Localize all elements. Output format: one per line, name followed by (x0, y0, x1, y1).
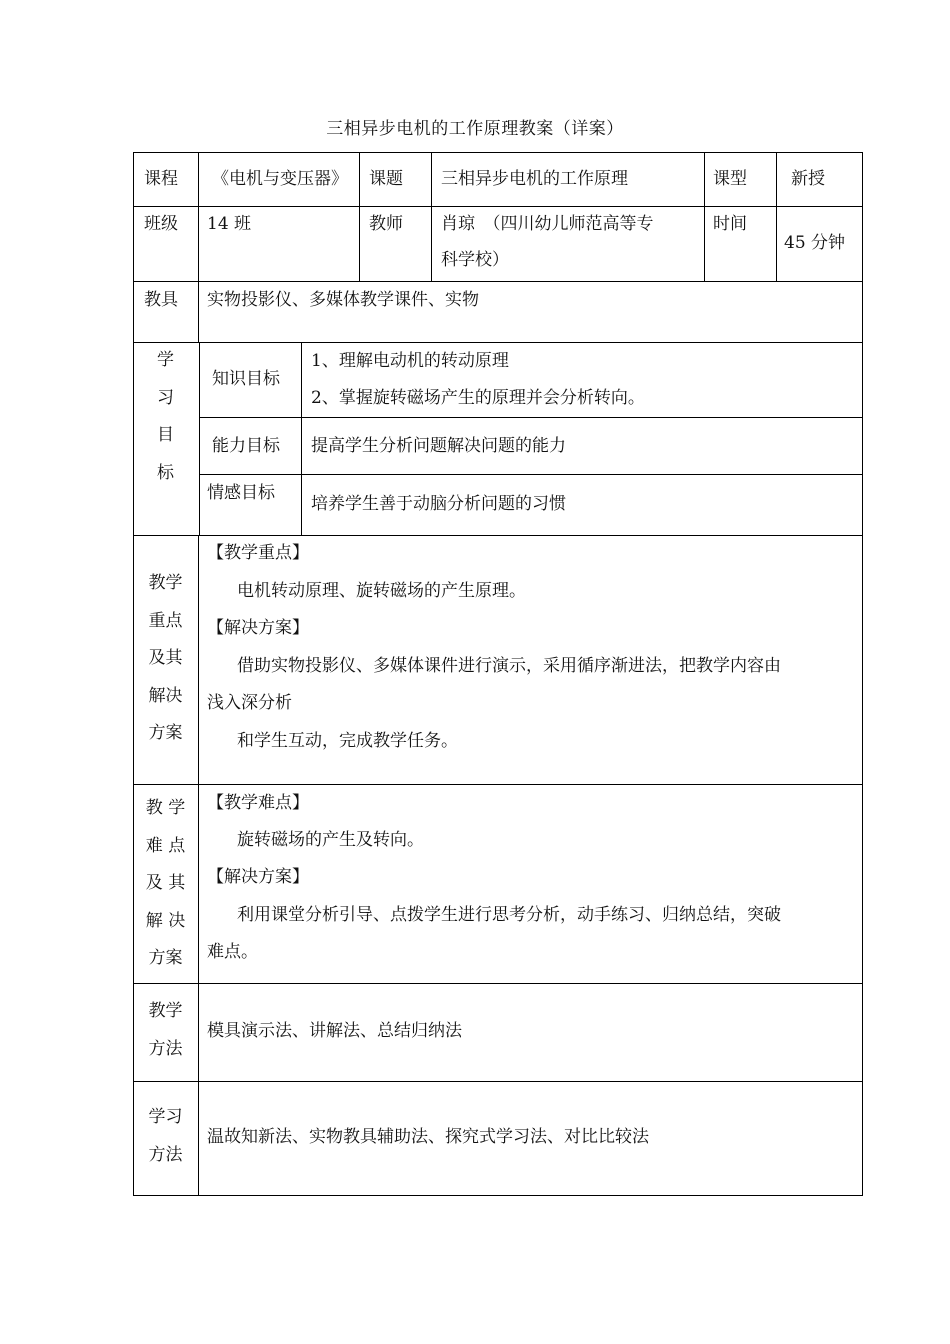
teaching-method-label-line: 教学 (148, 1001, 183, 1021)
topic-value: 三相异步电机的工作原理 (441, 169, 628, 189)
difficulty-content: 旋转磁场的产生及转向。 (237, 830, 424, 850)
difficulty-section-label (133, 790, 198, 978)
goals-section-label (133, 342, 198, 492)
goals-label-char: 标 (157, 462, 174, 483)
key-solution-line2: 浅入深分析 (207, 693, 292, 713)
col-divider (776, 152, 777, 281)
key-solution-line3: 和学生互动，完成教学任务。 (237, 731, 458, 751)
row-divider (133, 983, 863, 984)
learning-method-label-line: 方法 (148, 1144, 183, 1165)
key-section-label (133, 565, 198, 753)
goals-label-char: 学 (157, 350, 174, 370)
row-divider (199, 474, 863, 475)
col-divider (198, 152, 199, 342)
class-value: 14 班 (207, 214, 252, 234)
emotion-goal-label: 情感目标 (207, 483, 275, 503)
teaching-method-label-line: 方法 (148, 1038, 183, 1059)
goals-label-char: 习 (157, 387, 174, 408)
key-label-line: 重点 (148, 610, 183, 631)
difficulty-label-line: 教 学 (145, 798, 186, 818)
difficulty-heading: 【教学难点】 (207, 793, 309, 813)
teaching-method-value: 模具演示法、讲解法、总结归纳法 (207, 1021, 462, 1041)
ability-goal-value: 提高学生分析问题解决问题的能力 (311, 436, 566, 456)
col-divider (199, 342, 200, 535)
knowledge-goal-label: 知识目标 (212, 369, 280, 389)
type-label: 课型 (713, 169, 747, 189)
key-heading: 【教学重点】 (207, 543, 309, 563)
difficulty-label-line: 难 点 (145, 835, 186, 856)
row-divider (133, 1081, 863, 1082)
time-label: 时间 (713, 214, 747, 234)
tools-value: 实物投影仪、多媒体教学课件、实物 (207, 290, 479, 310)
difficulty-label-line: 解 决 (145, 910, 186, 931)
learning-method-value: 温故知新法、实物教具辅助法、探究式学习法、对比比较法 (207, 1127, 649, 1147)
difficulty-label-line: 方案 (148, 948, 183, 968)
goals-label-char: 目 (157, 425, 174, 445)
col-divider (359, 152, 360, 281)
difficulty-label-line: 及 其 (145, 873, 186, 893)
key-solution-line1: 借助实物投影仪、多媒体课件进行演示，采用循序渐进法，把教学内容由 (237, 656, 781, 676)
knowledge-goal-2: 2、掌握旋转磁场产生的原理并会分析转向。 (311, 388, 645, 408)
learning-method-label (133, 1099, 198, 1174)
key-label-line: 方案 (148, 723, 183, 743)
row-divider (199, 417, 863, 418)
learning-method-label-line: 学习 (148, 1107, 183, 1127)
difficulty-solution-heading: 【解决方案】 (207, 867, 309, 887)
topic-label: 课题 (369, 169, 403, 189)
course-label: 课程 (144, 169, 178, 189)
key-solution-heading: 【解决方案】 (207, 618, 309, 638)
time-value: 45 分钟 (784, 233, 846, 253)
course-value: 《电机与变压器》 (212, 169, 348, 189)
col-divider (431, 152, 432, 281)
difficulty-solution-line1: 利用课堂分析引导、点拨学生进行思考分析，动手练习、归纳总结，突破 (237, 905, 781, 925)
teacher-value-line1: 肖琼 （四川幼儿师范高等专 (441, 214, 654, 234)
knowledge-goal-1: 1、理解电动机的转动原理 (311, 351, 509, 371)
document-title: 三相异步电机的工作原理教案（详案） (326, 119, 624, 139)
teaching-method-label (133, 993, 198, 1068)
ability-goal-label: 能力目标 (212, 436, 280, 456)
key-label-line: 及其 (148, 648, 183, 668)
teacher-value-line2: 科学校） (441, 250, 509, 270)
key-content: 电机转动原理、旋转磁场的产生原理。 (237, 581, 526, 601)
type-value: 新授 (791, 169, 825, 189)
key-label-line: 教学 (148, 573, 183, 593)
emotion-goal-value: 培养学生善于动脑分析问题的习惯 (311, 494, 566, 514)
col-divider (301, 342, 302, 535)
col-divider (198, 535, 199, 1196)
key-label-line: 解决 (148, 685, 183, 706)
class-label: 班级 (144, 214, 178, 234)
tools-label: 教具 (144, 290, 178, 310)
teacher-label: 教师 (369, 214, 403, 234)
col-divider (704, 152, 705, 281)
difficulty-solution-line2: 难点。 (207, 942, 258, 962)
